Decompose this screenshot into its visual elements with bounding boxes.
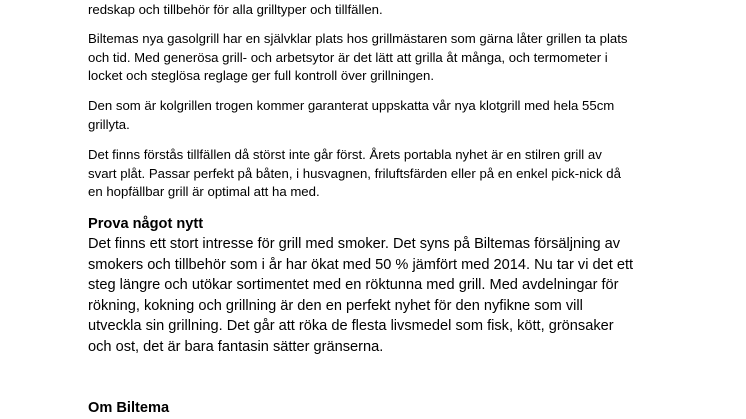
- text-line: locket och steglösa reglage ger full kontroll över grillningen.: [88, 68, 434, 83]
- text-line: Den som är kolgrillen trogen kommer garanterat uppskatta vår nya klotgrill med hela 55cm: [88, 98, 615, 113]
- text-line: redskap och tillbehör för alla grilltyper och tillfällen.: [88, 2, 383, 17]
- gas-grill-paragraph: [88, 30, 627, 86]
- text-line: svart plåt. Passar perfekt på båten, i husvagnen, friluftsfärden eller på en enkel pick-nick då: [88, 165, 621, 181]
- text-line: och ost, det är bara fantasin sätter gränserna.: [88, 338, 384, 355]
- charcoal-grill-paragraph: [88, 97, 614, 134]
- text-line: smokers och tillbehör som i år har ökat med 50 % jämfört med 2014. Nu tar vi det ett: [88, 256, 634, 273]
- text-line: rökning, kokning och grillning är den en perfekt nyhet för den nyfikne som vill: [88, 297, 583, 314]
- text-line: steg längre och utökar sortimentet med en röktunna med grill. Med avdelningar för: [88, 277, 619, 293]
- text-line: grillyta.: [88, 116, 130, 132]
- text-line: en hopfällbar grill är optimal att ha med.: [88, 184, 320, 199]
- text-line: Det finns ett stort intresse för grill med smoker. Det syns på Biltemas försäljning av: [88, 236, 621, 252]
- section-heading-about-biltema: Om Biltema: [88, 400, 170, 416]
- text-line: Biltemas nya gasolgrill har en självklar plats hos grillmästaren som gärna låter grillen ta plats: [88, 31, 628, 46]
- intro-paragraph: [88, 1, 383, 20]
- text-line: Det finns förstås tillfällen då störst inte går först. Årets portabla nyhet är en stilren grill av: [88, 147, 602, 162]
- text-line: och tid. Med generösa grill- och arbetsytor är det lätt att grilla åt många, och termometer i: [88, 49, 608, 65]
- text-line: utveckla sin grillning. Det går att röka de flesta livsmedel som fisk, kött, grönsaker: [88, 318, 614, 334]
- smoker-paragraph: [88, 234, 633, 357]
- portable-grill-paragraph: [88, 146, 621, 202]
- section-heading-try-something-new: Prova något nytt: [88, 216, 204, 232]
